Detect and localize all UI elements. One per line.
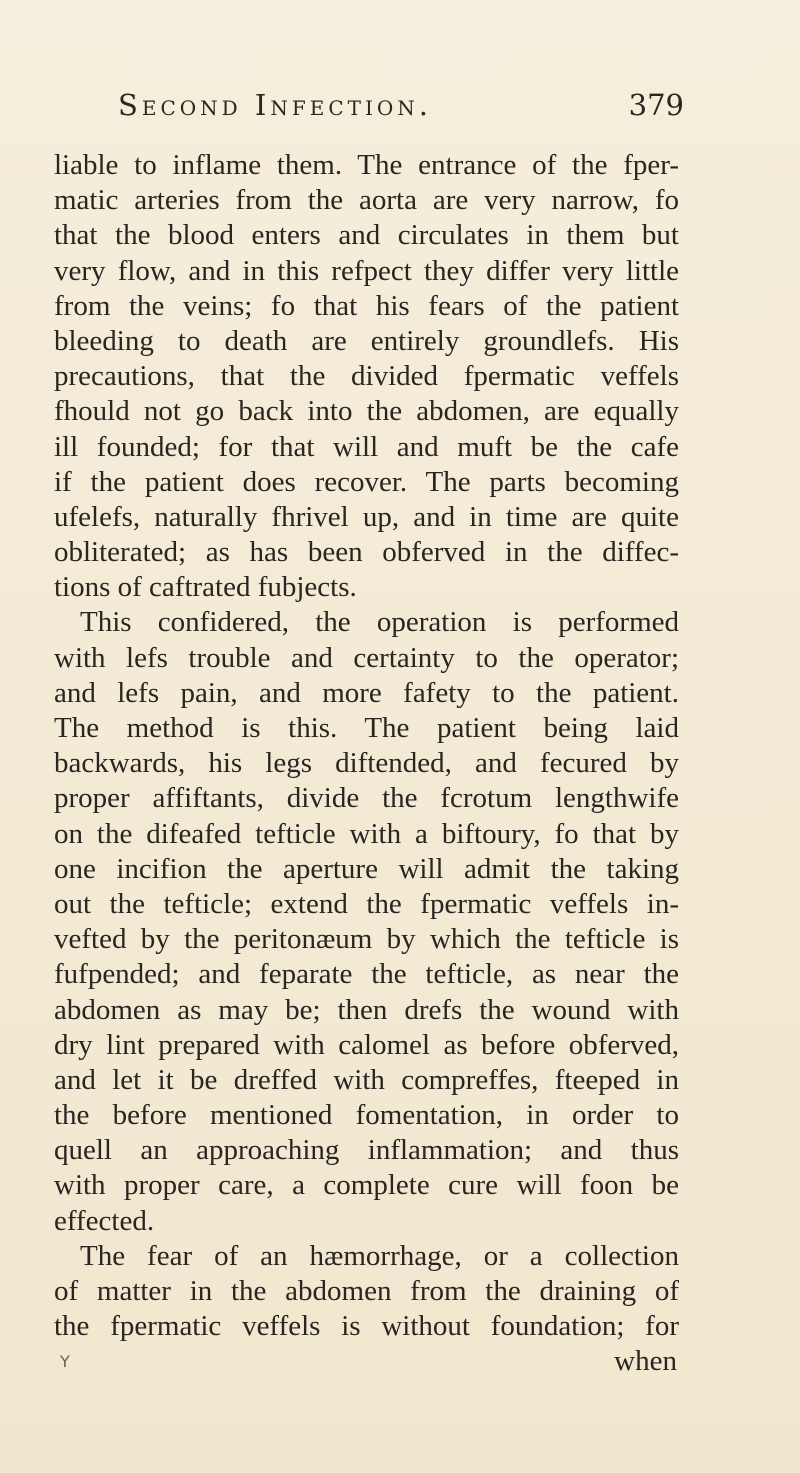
text-line: on the difeafed tefticle with a biftoury, fo that by: [54, 817, 679, 850]
text-line: liable to inflame them. The entrance of the fper-: [54, 149, 679, 181]
text-line: the fpermatic veffels is without foundation; for: [54, 1310, 679, 1343]
text-line: one incifion the aperture will admit the taking: [54, 852, 679, 885]
body-text: [54, 148, 679, 1380]
text-line: the before mentioned fomentation, in order to: [54, 1099, 679, 1132]
page-header: [118, 88, 684, 138]
text-line: if the patient does recover. The parts becoming: [54, 465, 679, 498]
text-line: and lefs pain, and more fafety to the patient.: [54, 676, 679, 709]
text-line: that the blood enters and circulates in them but: [54, 219, 679, 252]
text-line: very flow, and in this refpect they differ very little: [54, 254, 679, 287]
text-line: This confidered, the operation is performed: [80, 606, 679, 639]
text-line: from the veins; fo that his fears of the patient: [54, 289, 679, 322]
text-line: fhould not go back into the abdomen, are equally: [54, 395, 679, 428]
text-line: obliterated; as has been obferved in the diffec-: [54, 536, 679, 569]
text-line: The method is this. The patient being laid: [54, 712, 679, 744]
text-line: bleeding to death are entirely groundlefs. His: [54, 324, 679, 357]
text-line: with lefs trouble and certainty to the operator;: [54, 641, 679, 674]
text-line: tions of caftrated fubjects.: [54, 571, 357, 604]
text-line: abdomen as may be; then drefs the wound with: [54, 993, 679, 1026]
text-line: vefted by the peritonæum by which the tefticle is: [54, 923, 679, 956]
text-line: with proper care, a complete cure will foon be: [54, 1169, 679, 1202]
text-line: effected.: [54, 1204, 155, 1237]
text-line: out the tefticle; extend the fpermatic veffels in-: [54, 887, 679, 920]
text-line: The fear of an hæmorrhage, or a collection: [80, 1239, 679, 1272]
signature-mark: Y: [60, 1352, 70, 1371]
text-line: fufpended; and feparate the tefticle, as near the: [54, 958, 679, 991]
text-line: precautions, that the divided fpermatic veffels: [54, 360, 679, 393]
text-line: proper affiftants, divide the fcrotum lengthwife: [54, 782, 679, 815]
catchword: when: [614, 1345, 677, 1378]
text-line: of matter in the abdomen from the draining of: [54, 1275, 679, 1307]
page-number: 379: [628, 88, 684, 122]
text-line: dry lint prepared with calomel as before obferved,: [54, 1028, 679, 1061]
running-head: Second Infection.: [118, 88, 433, 122]
text-line: backwards, his legs diftended, and fecured by: [54, 747, 679, 780]
text-line: and let it be dreffed with compreffes, fteeped in: [54, 1063, 679, 1096]
text-line: quell an approaching inflammation; and thus: [54, 1134, 679, 1167]
text-line: ill founded; for that will and muft be the cafe: [54, 430, 679, 463]
text-line: matic arteries from the aorta are very narrow, fo: [54, 184, 679, 217]
text-line: ufelefs, naturally fhrivel up, and in time are quite: [54, 500, 679, 533]
